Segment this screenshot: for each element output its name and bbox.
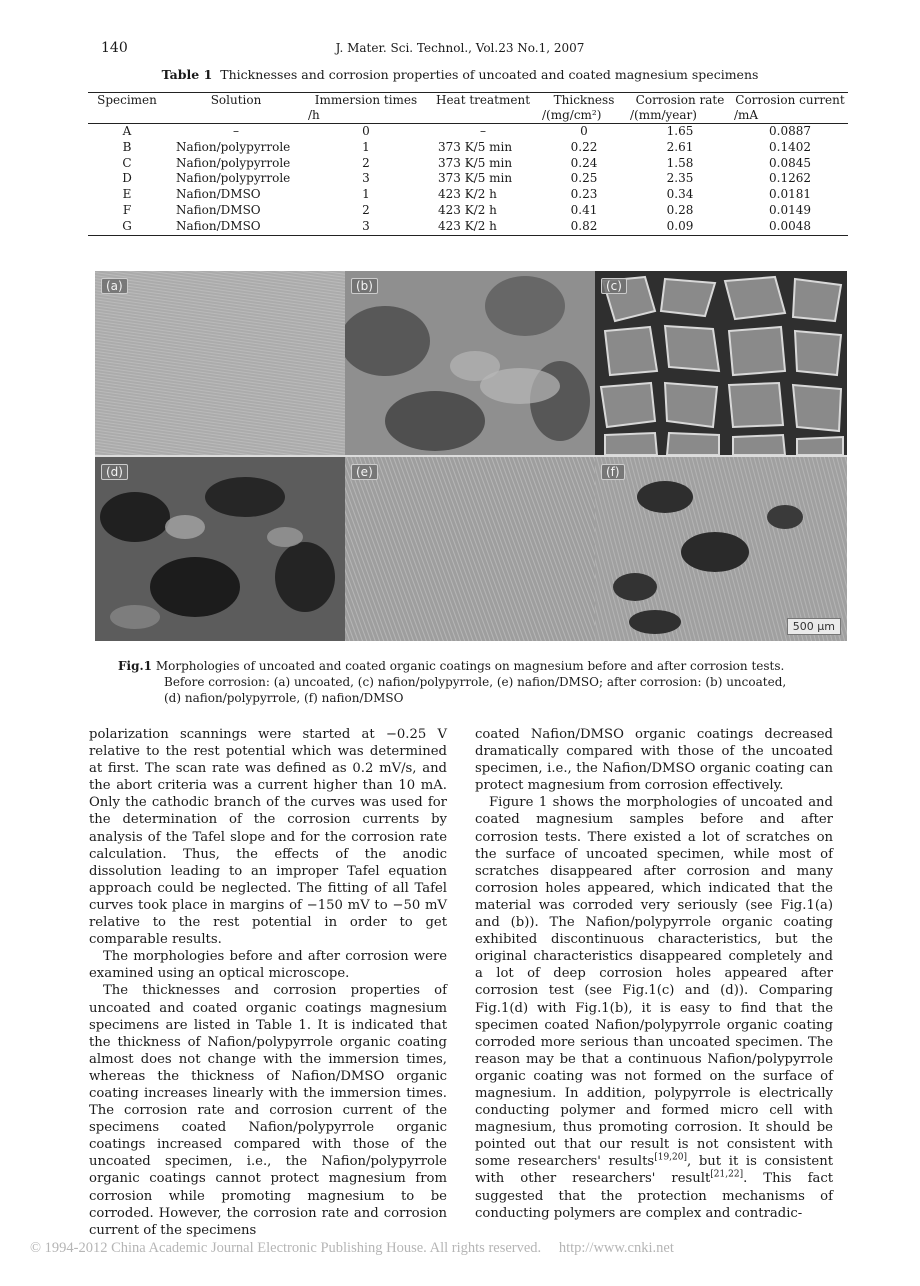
table-cell: – bbox=[480, 124, 486, 138]
table-cell: Nafion/polypyrrole bbox=[176, 139, 291, 154]
column-header-line-1: Corrosion rate bbox=[635, 93, 725, 107]
table-header-row bbox=[88, 93, 848, 124]
table-column-header bbox=[628, 93, 732, 124]
table-column-header bbox=[166, 93, 306, 124]
paragraph-morphology: The morphologies before and after corrosion were examined using an optical microscope. bbox=[89, 949, 447, 982]
paragraph-polarization: polarization scannings were started at −0.25 V relative to the rest potential which was determined at first. The scan rate was defined as 0.2 mV/s, and the abort criteria was a current higher than 10 mA. Only the cathodic branch of the curves was used for the determination of the corrosion currents by analysis of the Tafel slope and for the corrosion rate calculation. Thus, the effects of the anodic dissolution leading to an improper Tafel equation approach could be neglected. The fitting of all Tafel curves took place in margins of −150 mV to −50 mV relative to the rest potential in order to get comparable results. bbox=[89, 727, 447, 948]
right-column bbox=[475, 726, 833, 1222]
table-row bbox=[88, 124, 848, 140]
table-cell: 1 bbox=[362, 139, 370, 154]
table-cell: D bbox=[122, 171, 132, 186]
table-cell: Nafion/DMSO bbox=[176, 187, 261, 202]
table-cell: G bbox=[122, 218, 132, 233]
table-cell: 0.28 bbox=[666, 202, 694, 217]
footer bbox=[30, 1240, 674, 1257]
uncoated-corroded-micrograph bbox=[345, 271, 595, 455]
table-row bbox=[88, 219, 848, 235]
table-cell: 1 bbox=[362, 187, 370, 202]
column-header-line-2: /(mg/cm²) bbox=[542, 108, 602, 122]
table-cell: 3 bbox=[362, 218, 370, 233]
table-cell: 373 K/5 min bbox=[438, 139, 513, 154]
column-header-line-1: Heat treatment bbox=[435, 93, 531, 107]
table-cell: 0.09 bbox=[666, 218, 694, 233]
table-column-header bbox=[426, 93, 540, 124]
figure-label: Fig.1 bbox=[118, 659, 152, 673]
panel-label-d: (d) bbox=[101, 464, 128, 480]
column-header-line-1: Thickness bbox=[553, 93, 615, 107]
panel-e-image bbox=[345, 457, 595, 641]
table-cell: 2.35 bbox=[666, 171, 694, 186]
table-column-header bbox=[732, 93, 848, 124]
table-cell: 1.65 bbox=[666, 124, 694, 138]
nafion-dmso-corroded-micrograph bbox=[595, 457, 847, 641]
table-cell: 0.34 bbox=[666, 187, 694, 202]
column-header-line-2: /(mm/year) bbox=[630, 108, 697, 122]
panel-label-e: (e) bbox=[351, 464, 378, 480]
table-row bbox=[88, 156, 848, 172]
discussion-text-a: Figure 1 shows the morphologies of uncoated and coated magnesium samples before and after corrosion tests. There existed a lot of scratches on the surface of uncoated specimen, while most of scratches disappeared after corrosion and many corrosion holes appeared, which indicated that the material was corroded very seriously (see Fig.1(a) and (b)). The Nafion/polypyrrole organic coating exhibited discontinuous characteristics, but the original characteristics disappeared completely and a lot of deep corrosion holes appeared after corrosion test (see Fig.1(c) and (d)). Comparing Fig.1(d) with Fig.1(b), it is easy to find that the specimen coated Nafion/polypyrrole organic coating corroded more serious than uncoated specimen. The reason may be that a continuous Nafion/polypyrrole organic coating was not formed on the surface of magnesium. In addition, polypyrrole is electrically conducting polymer and formed micro cell with magnesium, thus promoting corrosion. It should be pointed out that our result is not consistent with some researchers' results bbox=[475, 795, 833, 1170]
table-column-header bbox=[540, 93, 628, 124]
table-cell: 0.22 bbox=[570, 139, 598, 154]
journal-header: J. Mater. Sci. Technol., Vol.23 No.1, 2007 bbox=[335, 41, 585, 55]
table-cell: F bbox=[122, 202, 132, 217]
panel-d-image bbox=[95, 457, 345, 641]
table-1 bbox=[88, 92, 848, 236]
table-cell: Nafion/polypyrrole bbox=[176, 155, 291, 170]
table-cell: 0.0048 bbox=[769, 218, 811, 233]
table-cell: C bbox=[122, 155, 132, 170]
table-cell: 0.41 bbox=[570, 202, 598, 217]
column-header-line-1: Solution bbox=[210, 93, 262, 107]
page-number: 140 bbox=[101, 40, 128, 56]
table-cell: 373 K/5 min bbox=[438, 155, 513, 170]
column-header-line-2: /h bbox=[308, 108, 320, 122]
scale-bar: 500 μm bbox=[787, 618, 841, 635]
table-cell: 2.61 bbox=[666, 139, 694, 154]
panel-label-b: (b) bbox=[351, 278, 378, 294]
column-header-line-2: /mA bbox=[734, 108, 759, 122]
table-cell: B bbox=[122, 139, 132, 154]
table-cell: 3 bbox=[362, 171, 370, 186]
column-header-line-1: Immersion times bbox=[314, 93, 418, 107]
column-header-line-1: Corrosion current bbox=[735, 93, 845, 107]
table-cell: 0.1402 bbox=[769, 139, 811, 154]
table-cell: 373 K/5 min bbox=[438, 171, 513, 186]
table-cell: 2 bbox=[362, 202, 370, 217]
nafion-polypyrrole-corroded-micrograph bbox=[95, 457, 345, 641]
panel-label-a: (a) bbox=[101, 278, 128, 294]
panel-f-image bbox=[595, 457, 847, 641]
panel-b-image bbox=[345, 271, 595, 455]
table-cell: 0 bbox=[362, 124, 370, 138]
table-row bbox=[88, 203, 848, 219]
table-cell: 0.24 bbox=[570, 155, 598, 170]
table-cell: 1.58 bbox=[666, 155, 694, 170]
table-cell: 0.1262 bbox=[769, 171, 811, 186]
table-cell: E bbox=[122, 187, 132, 202]
table-column-header bbox=[88, 93, 166, 124]
table-caption-text: Thicknesses and corrosion properties of uncoated and coated magnesium specimens bbox=[220, 67, 759, 82]
nafion-dmso-micrograph bbox=[345, 457, 595, 641]
table-cell: 0.0149 bbox=[769, 202, 811, 217]
table-cell: Nafion/polypyrrole bbox=[176, 171, 291, 186]
table-cell: Nafion/DMSO bbox=[176, 218, 261, 233]
column-header-line-1: Specimen bbox=[97, 93, 157, 107]
table-row bbox=[88, 171, 848, 187]
table-cell: Nafion/DMSO bbox=[176, 202, 261, 217]
table-row bbox=[88, 140, 848, 156]
panel-label-c: (c) bbox=[601, 278, 627, 294]
table-label: Table 1 bbox=[161, 67, 213, 82]
table-cell: 423 K/2 h bbox=[438, 187, 497, 202]
table-cell: 423 K/2 h bbox=[438, 218, 497, 233]
panel-c-image bbox=[595, 271, 847, 455]
nafion-polypyrrole-micrograph bbox=[595, 271, 847, 455]
discussion-text-b: , but it is consistent with other researchers' result bbox=[475, 1154, 833, 1187]
figure-caption-line-1: Morphologies of uncoated and coated organic coatings on magnesium before and after corrosion tests. bbox=[155, 659, 785, 673]
table-column-header bbox=[306, 93, 426, 124]
table-cell: A bbox=[122, 124, 132, 138]
table-cell: 0.0181 bbox=[769, 187, 811, 202]
table-cell: 0.0887 bbox=[769, 124, 811, 138]
table-cell: 0.23 bbox=[570, 187, 598, 202]
cnki-url: http://www.cnki.net bbox=[558, 1240, 674, 1256]
table-cell: – bbox=[233, 124, 239, 138]
figure-caption-line-2: Before corrosion: (a) uncoated, (c) nafion/polypyrrole, (e) nafion/DMSO; after corrosion: (b) uncoated, bbox=[164, 675, 787, 689]
discussion-text-c: . This fact suggested that the protection mechanisms of conducting polymers are complex and contradic- bbox=[475, 1171, 834, 1221]
figure-caption bbox=[118, 658, 828, 706]
copyright-text: © 1994-2012 China Academic Journal Electronic Publishing House. All rights reserved. bbox=[30, 1240, 542, 1256]
citation-21-22: [21,22] bbox=[710, 1170, 744, 1181]
citation-19-20: [19,20] bbox=[654, 1152, 687, 1163]
table-cell: 0.0845 bbox=[769, 155, 811, 170]
paragraph-dmso: coated Nafion/DMSO organic coatings decreased dramatically compared with those of the uncoated specimen, i.e., the Nafion/DMSO organic coating can protect magnesium from corrosion effectively. bbox=[475, 727, 833, 794]
table-body bbox=[88, 124, 848, 236]
table-cell: 2 bbox=[362, 155, 370, 170]
paragraph-figure-discussion bbox=[475, 794, 833, 1221]
table-cell: 0.25 bbox=[570, 171, 598, 186]
panel-a-image bbox=[95, 271, 345, 455]
left-column bbox=[89, 726, 447, 1239]
table-cell: 0 bbox=[580, 124, 588, 138]
panel-label-f: (f) bbox=[601, 464, 625, 480]
table-cell: 423 K/2 h bbox=[438, 202, 497, 217]
figure-caption-line-3: (d) nafion/polypyrrole, (f) nafion/DMSO bbox=[164, 691, 404, 705]
figure-1 bbox=[95, 271, 847, 641]
table-row bbox=[88, 187, 848, 203]
uncoated-micrograph bbox=[95, 271, 345, 455]
table-caption bbox=[0, 67, 920, 82]
table-cell: 0.82 bbox=[570, 218, 598, 233]
paragraph-thickness: The thicknesses and corrosion properties of uncoated and coated organic coatings magnesium specimens are listed in Table 1. It is indicated that the thickness of Nafion/polypyrrole organic coating almost does not change with the immersion times, whereas the thickness of Nafion/DMSO organic coating increases linearly with the immersion times. The corrosion rate and corrosion current of the specimens coated Nafion/polypyrrole organic coatings increased compared with those of the uncoated specimen, i.e., the Nafion/polypyrrole organic coatings cannot protect magnesium from corrosion while promoting magnesium to be corroded. However, the corrosion rate and corrosion current of the specimens bbox=[89, 983, 447, 1238]
